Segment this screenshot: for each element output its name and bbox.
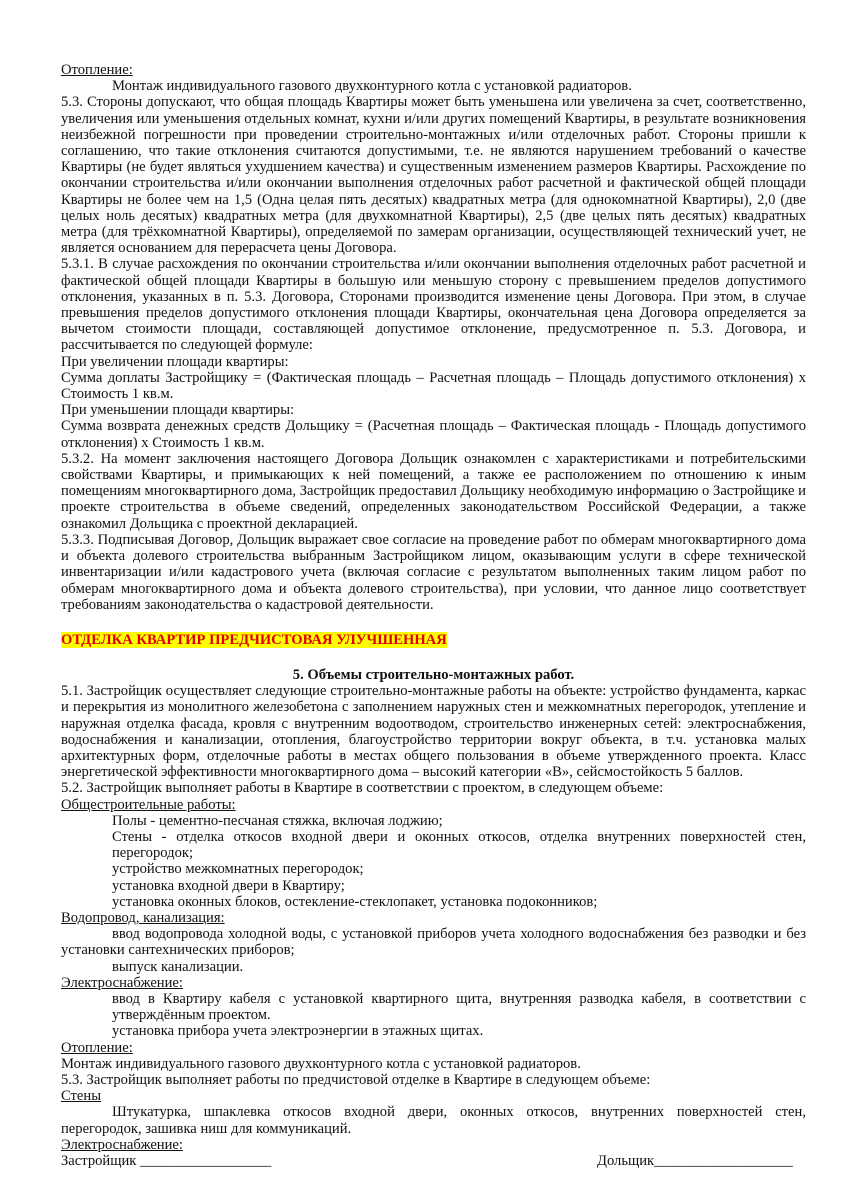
list-item: выпуск канализации. bbox=[112, 958, 244, 975]
list-item: Полы - цементно-песчаная стяжка, включая лоджию; bbox=[112, 812, 443, 829]
highlight-title: ОТДЕЛКА КВАРТИР ПРЕДЧИСТОВАЯ УЛУЧШЕННАЯ bbox=[61, 632, 447, 648]
walls-label: Стены bbox=[61, 1088, 102, 1105]
decrease-label: При уменьшении площади квартиры: bbox=[61, 402, 295, 419]
increase-formula: Сумма доплаты Застройщику = (Фактическая площадь – Расчетная площадь – Площадь допустимого отклонения) х Стоимость 1 кв.м. bbox=[61, 369, 806, 403]
clause-5-3-finishing: 5.3. Застройщик выполняет работы по предчистовой отделке в Квартире в следующем объеме: bbox=[61, 1072, 651, 1089]
clause-5-3-1: 5.3.1. В случае расхождения по окончании строительства и/или окончании выполнения отделочных работ расчетной и фактической общей площади Квартиры в большую или меньшую сторону с превышением пределов допустимого отклонения, указанных в п. 5.3. Договора, Сторонами производится изменение цены Договора. При этом, в случае превышения пределов допустимого отклонения площади Квартиры, окончательная цена Договора определяется за вычетом стоимости площади, составляющей допустимое отклонение, предусмотренное п. 5.3. Договора, и рассчитывается по следующей формуле: bbox=[61, 256, 806, 354]
clause-5-1: 5.1. Застройщик осуществляет следующие строительно-монтажные работы на объекте: устройство фундамента, каркас и перекрытия из монолитного железобетона с заполнением наружных стен и межкомнатных перегородок, утепление и наружная отделка фасада, кровля с внутренним водоотводом, строительство инженерных сетей: электроснабжения, водоснабжения и канализации, отопления, благоустройство территории вокруг объекта, в т.ч. установка малых архитектурных форм, отделочные работы в местах общего пользования в объеме утвержденного проекта. Класс энергетической эффективности многоквартирного дома – высокий категории «В», сейсмостойкость 5 баллов. bbox=[61, 683, 806, 781]
clause-5-3-2: 5.3.2. На момент заключения настоящего Договора Дольщик ознакомлен с характеристиками и потребительскими свойствами Квартиры, и примыкающих к ней помещений, а также ее расположением по отношению к иным помещениям многоквартирного дома, Застройщик предоставил Дольщику необходимую информацию о Застройщике и проекте строительства в объеме сведений, определенных законодательством Российской Федерации, а также ознакомил Дольщика с проектной декларацией. bbox=[61, 450, 806, 532]
contract-section-5-3 bbox=[61, 62, 806, 613]
increase-label: При увеличении площади квартиры: bbox=[61, 353, 289, 370]
power-label: Электроснабжение: bbox=[61, 974, 183, 991]
list-item: установка прибора учета электроэнергии в этажных щитах. bbox=[112, 1023, 484, 1040]
walls-text: Штукатурка, шпаклевка откосов входной двери, оконных откосов, внутренних поверхностей стен, перегородок, зашивка ниш для коммуникаций. bbox=[61, 1104, 806, 1137]
list-item: ввод водопровода холодной воды, с установкой приборов учета холодного водоснабжения без разводки и без установки сантехнических приборов; bbox=[61, 926, 806, 959]
heating-text: Монтаж индивидуального газового двухконтурного котла с установкой радиаторов. bbox=[112, 78, 632, 95]
shareholder-signature: Дольщик___________________ bbox=[597, 1153, 793, 1169]
list-item: устройство межкомнатных перегородок; bbox=[112, 861, 364, 878]
water-label: Водопровод, канализация: bbox=[61, 910, 225, 927]
decrease-formula: Сумма возврата денежных средств Дольщику = (Расчетная площадь – Фактическая площадь - Площадь допустимого отклонения) х Стоимость 1 кв.м. bbox=[61, 418, 806, 451]
developer-signature: Застройщик __________________ bbox=[61, 1153, 272, 1169]
list-item: Стены - отделка откосов входной двери и оконных откосов, отделка внутренних поверхностей стен, перегородок; bbox=[112, 829, 806, 862]
clause-5-3: 5.3. Стороны допускают, что общая площадь Квартиры может быть уменьшена или увеличена за счет, соответственно, увеличения или уменьшения отдельных комнат, кухни и/или других помещений Квартиры, в результате возникновения неизбежной погрешности при проведении строительно-монтажных и/или отделочных работ. Стороны пришли к соглашению, что такие отклонения считаются допустимыми, т.е. не являются нарушением требований о качестве Квартиры (не будет являться ухудшением качества) и существенным изменением размеров Квартиры. Расхождение по окончании строительства и/или окончании выполнения отделочных работ расчетной и фактической общей площади Квартиры не более чем на 1,5 (Одна целая пять десятых) квадратных метра (для однокомнатной Квартиры), 2,0 (две целых ноль десятых) квадратных метра (для двухкомнатной Квартиры), 2,5 (две целых пять десятых) квадратных метра (для трёхкомнатной Квартиры), определяемой по замерам организации, осуществляющей технический учет, не является основанием для перерасчета цены Договора. bbox=[61, 94, 806, 257]
heating-text-2: Монтаж индивидуального газового двухконтурного котла с установкой радиаторов. bbox=[61, 1055, 581, 1072]
section-heading: 5. Объемы строительно-монтажных работ. bbox=[292, 667, 575, 683]
clause-5-3-3: 5.3.3. Подписывая Договор, Дольщик выражает свое согласие на проведение работ по обмерам многоквартирного дома и объекта долевого строительства выбранным Застройщиком лицом, оказывающим услуги в сфере технической инвентаризации и/или кадастрового учета (включая согласие с результатом выполненных таким лицом работ по обмерам многоквартирного дома и объекта долевого строительства), при условии, что данное лицо соответствует требованиям законодательства о кадастровой деятельности. bbox=[61, 531, 806, 613]
list-item: установка входной двери в Квартиру; bbox=[112, 877, 345, 894]
highlight-block bbox=[61, 632, 806, 648]
power-label-2: Электроснабжение: bbox=[61, 1136, 183, 1153]
contract-section-5 bbox=[61, 667, 806, 1153]
list-item: ввод в Квартиру кабеля с установкой квартирного щита, внутренняя разводка кабеля, в соответствии с утверждённым проектом. bbox=[112, 991, 806, 1024]
clause-5-2: 5.2. Застройщик выполняет работы в Квартире в соответствии с проектом, в следующем объеме: bbox=[61, 780, 664, 797]
heating-label-2: Отопление: bbox=[61, 1039, 133, 1056]
general-works-label: Общестроительные работы: bbox=[61, 796, 236, 813]
heating-label: Отопление: bbox=[61, 62, 133, 78]
list-item: установка оконных блоков, остекление-стеклопакет, установка подоконников; bbox=[112, 893, 598, 910]
